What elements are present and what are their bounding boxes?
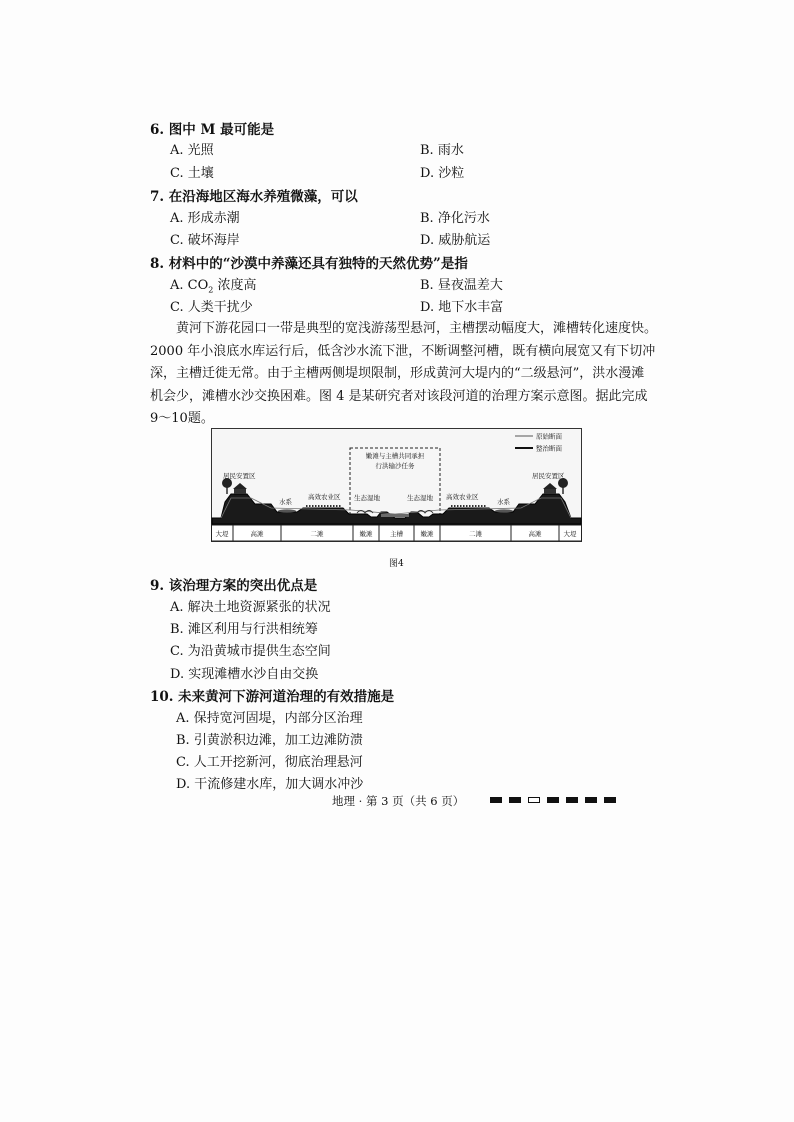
question-6-option-d: D. 沙粒 xyxy=(420,166,465,181)
question-8-option-a-suffix: 浓度高 xyxy=(213,278,257,293)
zone-label-high-floodplain-left: 高滩 xyxy=(250,530,264,538)
question-6-option-b: B. 雨水 xyxy=(420,143,464,158)
question-6-option-c: C. 土壤 xyxy=(170,166,214,181)
question-7-option-a: A. 形成赤潮 xyxy=(170,211,240,226)
question-8-option-b: B. 昼夜温差大 xyxy=(420,278,503,293)
right-water-label: 水系 xyxy=(497,498,510,506)
question-7-option-d: D. 威胁航运 xyxy=(420,233,491,248)
passage-line: 2000 年小浪底水库运行后，低含沙水流下泄，不断调整河槽，既有横向展宽又有下切冲 xyxy=(150,343,656,359)
tree-trunk xyxy=(562,486,563,494)
zone-label-second-floodplain-right: 二滩 xyxy=(469,530,482,538)
question-9-option-d: D. 实现滩槽水沙自由交换 xyxy=(170,667,319,682)
question-8-option-a xyxy=(170,274,257,295)
left-water-label: 水系 xyxy=(279,498,292,506)
passage-line: 9～10题。 xyxy=(150,411,214,426)
question-9-stem: 9. 该治理方案的突出优点是 xyxy=(150,578,318,594)
question-10-stem: 10. 未来黄河下游河道治理的有效措施是 xyxy=(150,689,395,705)
house-body xyxy=(544,489,556,494)
right-settlement-label: 居民安置区 xyxy=(532,472,565,480)
tree-trunk xyxy=(226,486,227,494)
question-7-option-c: C. 破坏海岸 xyxy=(170,233,240,248)
cross-section-diagram xyxy=(211,428,582,542)
floodway-label-2: 行洪输沙任务 xyxy=(375,462,415,470)
question-7-stem: 7. 在沿海地区海水养殖微藻，可以 xyxy=(150,189,358,205)
left-wetland-label: 生态湿地 xyxy=(354,494,380,502)
question-9-option-b: B. 滩区利用与行洪相统筹 xyxy=(170,622,318,637)
registration-mark xyxy=(547,797,559,803)
left-water-body xyxy=(278,509,296,512)
question-10-option-d: D. 干流修建水库，加大调水冲沙 xyxy=(176,777,364,792)
passage-line: 机会少，滩槽水沙交换困难。图 4 是某研究者对该段河道的治理方案示意图。据此完成 xyxy=(150,388,648,404)
main-channel-water xyxy=(381,514,409,517)
left-settlement-label: 居民安置区 xyxy=(223,472,256,480)
zone-label-levee-left: 大堤 xyxy=(215,530,229,538)
question-10-option-c: C. 人工开挖新河，彻底治理悬河 xyxy=(176,755,363,770)
registration-mark xyxy=(604,797,616,803)
question-10-option-b: B. 引黄淤积边滩，加工边滩防溃 xyxy=(176,733,363,748)
co2-subscript: 2 xyxy=(208,285,214,295)
registration-mark xyxy=(566,797,578,803)
left-farm-label: 高效农业区 xyxy=(308,493,341,501)
registration-mark xyxy=(490,797,502,803)
right-wetland-label: 生态湿地 xyxy=(407,494,433,502)
zone-label-main-channel: 主槽 xyxy=(390,530,403,538)
registration-mark xyxy=(585,797,597,803)
scan-registration-marks xyxy=(490,797,616,803)
zone-label-young-floodplain-left: 嫩滩 xyxy=(359,530,373,538)
registration-mark xyxy=(528,797,540,803)
legend-original-label: 原始断面 xyxy=(536,432,562,441)
question-6-stem: 6. 图中 M 最可能是 xyxy=(150,122,275,138)
zone-label-high-floodplain-right: 高滩 xyxy=(528,530,542,538)
passage xyxy=(150,318,658,431)
page-footer: 地理 · 第 3 页（共 6 页） xyxy=(332,794,465,808)
legend-regulated-label: 整治断面 xyxy=(536,444,562,453)
passage-line: 深，主槽迁徙无常。由于主槽两侧堤坝限制，形成黄河大堤内的“二级悬河”，洪水漫滩 xyxy=(150,366,645,381)
registration-mark xyxy=(509,797,521,803)
question-8-option-d: D. 地下水丰富 xyxy=(420,300,504,315)
question-7-option-b: B. 净化污水 xyxy=(420,211,490,226)
question-9-option-a: A. 解决土地资源紧张的状况 xyxy=(170,600,331,615)
figure-caption: 图4 xyxy=(389,559,404,569)
question-6-option-a: A. 光照 xyxy=(170,143,214,158)
question-9-option-c: C. 为沿黄城市提供生态空间 xyxy=(170,644,331,659)
question-8-stem: 8. 材料中的“沙漠中养藻还具有独特的天然优势”是指 xyxy=(150,256,468,272)
right-water-body xyxy=(495,509,513,512)
zone-label-young-floodplain-right: 嫩滩 xyxy=(420,530,434,538)
figure-4-river-cross-section xyxy=(211,428,582,542)
floodway-label-1: 嫩滩与主槽共同承担 xyxy=(365,452,425,460)
question-10-option-a: A. 保持宽河固堤，内部分区治理 xyxy=(176,711,363,726)
passage-line: 黄河下游花园口一带是典型的宽浅游荡型悬河，主槽摆动幅度大，滩槽转化速度快。 xyxy=(176,321,658,336)
question-8-option-c: C. 人类干扰少 xyxy=(170,300,253,315)
question-8-option-a-text: A. CO xyxy=(170,278,209,293)
zone-label-second-floodplain-left: 二滩 xyxy=(310,530,324,538)
house-body xyxy=(234,489,246,494)
zone-label-levee-right: 大堤 xyxy=(563,530,577,538)
right-farm-label: 高效农业区 xyxy=(446,493,479,501)
